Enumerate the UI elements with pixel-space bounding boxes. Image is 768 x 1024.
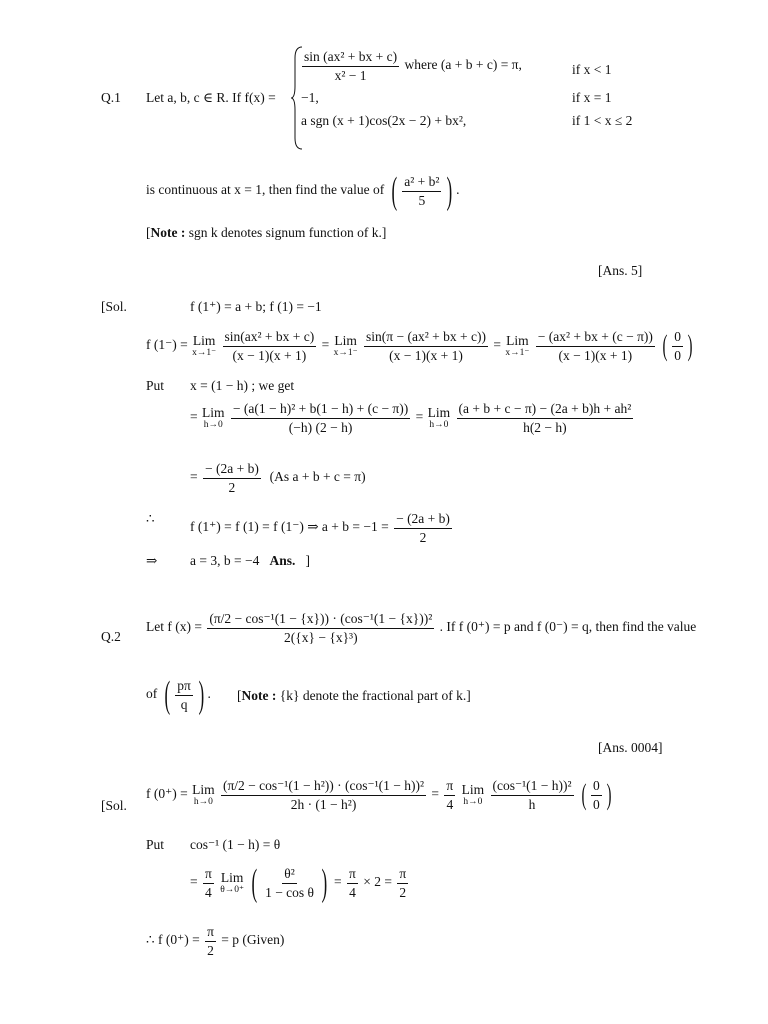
sol1-line2-f2-den: (x − 1)(x + 1) <box>389 347 463 363</box>
sol1-line7-close: ] <box>305 553 310 568</box>
limit: Lim h→0 <box>427 405 451 430</box>
sol1-line4-f1-num: − (a(1 − h)² + b(1 − h) + (c − π)) <box>231 402 410 419</box>
q1-case1-where: where (a + b + c) = π, <box>404 57 522 73</box>
sol2-result-pi-num: π <box>347 867 358 884</box>
limit: Lim x→1⁻ <box>505 333 530 358</box>
sol1-put-text: x = (1 − h) ; we get <box>190 378 295 393</box>
sol1-line6-den: 2 <box>419 529 427 545</box>
sol2-theta-den: 1 − cos θ <box>265 884 315 900</box>
q2-line <box>146 612 696 644</box>
q1-case1-fraction <box>302 50 399 82</box>
sol2-final-lhs: ∴ f (0⁺) = <box>146 932 200 948</box>
sol2-line3: = $\frac{\pi}{4}$ Lim θ→0⁺ ( $\frac{\text{θ²}}{\text{1 − cos θ}}$ ) = $\frac{\pi}{4}$ × 2 = $\frac{\pi}{2}$ <box>190 862 407 904</box>
sol1-line6 <box>190 512 454 544</box>
q1-case3-cond: if 1 < x ≤ 2 <box>572 113 633 128</box>
q1-case1-den: x² − 1 <box>334 67 367 83</box>
limit: Lim h→0 <box>192 782 215 807</box>
sol1-line2-f3-num: − (ax² + bx + (c − π)) <box>536 330 655 347</box>
limit-sub: θ→0⁺ <box>220 884 245 895</box>
sol1-line2-f2-num: sin(π − (ax² + bx + c)) <box>364 330 488 347</box>
q2-answer: [Ans. 0004] <box>598 740 663 755</box>
sol1-line4-f2-den: h(2 − h) <box>523 419 567 435</box>
limit-sub: h→0 <box>463 796 483 807</box>
sol1-line5-den: 2 <box>228 479 236 495</box>
q2-of-line: of ( $\frac{p\pi}{q}$ ) . <box>146 674 211 716</box>
sol2-put-text: cos⁻¹ (1 − h) = θ <box>190 837 281 852</box>
sol2-pi-den: 4 <box>446 796 454 812</box>
limit: Lim x→1⁻ <box>333 333 358 358</box>
q1-note-open: [ <box>146 225 151 240</box>
limit-sub: h→0 <box>429 419 449 430</box>
sol1-line2: f (1⁻) = Lim x→1⁻ $\frac{\text{sin(ax² + bx + c)}}{(x - 1)(x + 1)}$ = Lim x→1⁻ $\frac{\text{sin(π − (ax² + bx + c))}}{(x - 1)(x + 1)}$ = Lim x→1⁻ $\frac{\text{− (ax² + bx + (c − π))}}{(x - 1)(x + 1)}$ ( $\frac{0}{0}$ ) <box>146 329 693 363</box>
limit: Lim h→0 <box>461 782 485 807</box>
q1-note <box>146 226 386 240</box>
q2-cond: . If f (0⁺) = p and f (0⁻) = q, then find the value <box>439 619 697 635</box>
q1-case2: −1, <box>301 90 319 105</box>
sol2-result-mid: × 2 = <box>363 874 392 890</box>
q2-note-label: Note : <box>241 688 277 703</box>
q2-number: Q.2 <box>101 629 121 644</box>
sol1-line7 <box>190 554 310 568</box>
sol1-line2-f3-den: (x − 1)(x + 1) <box>558 347 633 363</box>
sol1-line4-f1-den: (−h) (2 − h) <box>288 419 353 435</box>
sol2-final-num: π <box>205 925 216 942</box>
sol1-line7-text: a = 3, b = −4 <box>190 553 260 568</box>
q2-target-num: pπ <box>175 679 193 696</box>
limit: Lim x→1⁻ <box>192 333 217 358</box>
q2-note <box>237 689 471 703</box>
zero-num: 0 <box>591 779 602 796</box>
sol1-implies: ⇒ <box>146 553 158 568</box>
sol1-line2-lhs: f (1⁻) = <box>146 337 188 353</box>
sol2-line3-pi-num: π <box>203 867 214 884</box>
sol2-f1-den: 2h · (1 − h²) <box>290 796 357 812</box>
q1-case2-cond: if x = 1 <box>572 90 612 105</box>
sol1-line2-f1-num: sin(ax² + bx + c) <box>223 330 317 347</box>
limit-sub: h→0 <box>203 419 223 430</box>
sol1-put: Put <box>146 378 165 393</box>
sol1-line2-f1-den: (x − 1)(x + 1) <box>232 347 307 363</box>
sol2-pi-num: π <box>444 779 455 796</box>
q2-lead: Let f (x) = <box>146 619 202 635</box>
q1-continuous-line: is continuous at x = 1, then find the value of ( $\frac{\text{a² + b²}}{5}$ ) . <box>146 170 460 212</box>
sol1-line6-num: − (2a + b) <box>394 512 452 529</box>
limit: Lim h→0 <box>202 405 225 430</box>
q2-num: (π/2 − cos⁻¹(1 − {x})) · (cos⁻¹(1 − {x}))² <box>207 612 434 629</box>
sol1-line5-num: − (2a + b) <box>203 462 261 479</box>
sol2-lhs: f (0⁺) = <box>146 786 188 802</box>
q1-target-num: a² + b² <box>402 175 441 192</box>
q2-of: of <box>146 686 158 702</box>
zero-den: 0 <box>674 347 682 363</box>
sol2-final <box>146 925 284 957</box>
limit: Lim θ→0⁺ <box>220 870 245 895</box>
q2-den: 2({x} − {x}³) <box>284 629 358 645</box>
limit-sub: x→1⁻ <box>333 347 358 358</box>
q1-case1-num: sin (ax² + bx + c) <box>302 50 399 67</box>
sol2-line3-pi-den: 4 <box>205 884 212 900</box>
limit-sub: h→0 <box>193 796 213 807</box>
q1-target: ( $\frac{\text{a² + b²}}{5}$ ) <box>391 170 453 212</box>
q1-note-text: sgn k denotes signum function of k.] <box>188 225 387 240</box>
sol1-label: [Sol. <box>101 299 127 314</box>
sol1-line1: f (1⁺) = a + b; f (1) = −1 <box>190 299 322 314</box>
q1-case3: a sgn (x + 1)cos(2x − 2) + bx², <box>301 113 467 128</box>
sol2-result-num: π <box>397 867 408 884</box>
sol2-line1: f (0⁺) = Lim h→0 $\frac{\text{(π/2 − cos⁻¹(1 − h²)) · (cos⁻¹(1 − h))²}}{\text{2h · (1 − h²)}}$ = $\frac{\pi}{4}$ Lim h→0 $\frac{\text{(cos⁻¹(1 − h))²}}{h}$ ( $\frac{0}{0}$ ) <box>146 778 612 812</box>
q1-case1 <box>300 50 522 82</box>
q1-continuous-text: is continuous at x = 1, then find the value of <box>146 182 385 198</box>
limit-sub: x→1⁻ <box>192 347 217 358</box>
q2-note-open: [ <box>237 688 242 703</box>
q2-note-text: {k} denote the fractional part of k.] <box>279 688 471 703</box>
q1-target-den: 5 <box>418 192 426 208</box>
sol2-f2-num: (cos⁻¹(1 − h))² <box>491 779 574 796</box>
sol1-line5-note: (As a + b + c = π) <box>269 469 366 485</box>
sol2-f1-num: (π/2 − cos⁻¹(1 − h²)) · (cos⁻¹(1 − h))² <box>221 779 426 796</box>
q1-number: Q.1 <box>101 90 121 105</box>
sol1-line4-f2-num: (a + b + c − π) − (2a + b)h + ah² <box>457 402 634 419</box>
q1-case1-cond: if x < 1 <box>572 62 612 77</box>
sol2-f2-den: h <box>528 796 536 812</box>
sol2-final-rhs: = p (Given) <box>221 932 285 948</box>
zero-den: 0 <box>592 796 600 812</box>
sol1-line7-ans: Ans. <box>269 553 296 568</box>
q1-lead: Let a, b, c ∈ R. If f(x) = <box>146 90 276 105</box>
sol2-result-den: 2 <box>399 884 407 900</box>
sol2-put: Put <box>146 837 165 852</box>
sol2-result-pi-den: 4 <box>349 884 356 900</box>
sol1-line5: = $\frac{- (2a + b)}{2}$ (As a + b + c = π) <box>190 461 366 495</box>
q2-target-den: q <box>180 696 188 712</box>
sol2-label: [Sol. <box>101 798 127 813</box>
sol1-therefore: ∴ <box>146 511 155 526</box>
q1-answer: [Ans. 5] <box>598 263 643 278</box>
sol1-line4: = Lim h→0 $\frac{\text{− (a(1 − h)² + b(1 − h) + (c − π))}}{(-h) (2 - h)}$ = Lim h→0 $\frac{\text{(a + b + c − π) − (2a + b)h + ah²}}{h(2 - h)}$ <box>190 401 632 435</box>
sol2-theta-num: θ² <box>282 867 297 884</box>
sol2-final-den: 2 <box>207 942 214 958</box>
sol1-line6-text: f (1⁺) = f (1) = f (1⁻) ⇒ a + b = −1 = <box>190 519 389 535</box>
limit-sub: x→1⁻ <box>505 347 530 358</box>
q1-note-label: Note : <box>150 225 186 240</box>
zero-num: 0 <box>672 330 683 347</box>
